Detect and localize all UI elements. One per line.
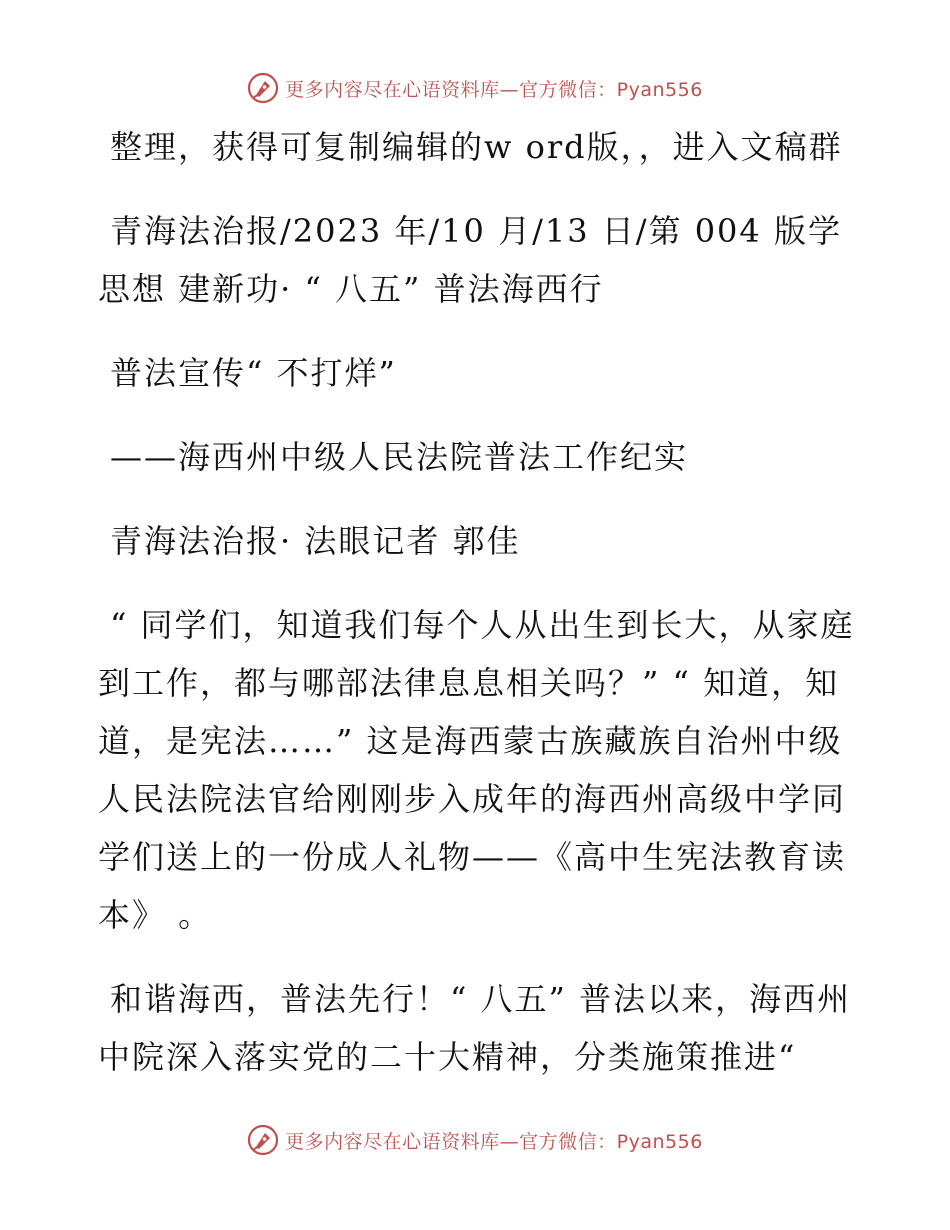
pen-nib-logo-icon [247,72,279,104]
article-title: 普法宣传“ 不打烊” [110,354,397,392]
byline: 青海法治报· 法眼记者 郭佳 [110,522,521,560]
document-body [98,118,858,1112]
watermark-text: 更多内容尽在心语资料库—官方微信：Pyan556 [285,78,703,101]
watermark-text: 更多内容尽在心语资料库—官方微信：Pyan556 [285,1130,703,1153]
intro-paragraph: 整理，获得可复制编辑的w ord版，，进入文稿群 [110,128,843,166]
article-subtitle: ——海西州中级人民法院普法工作纪实 [110,438,689,476]
body-paragraph: “ 同学们，知道我们每个人从出生到长大，从家庭到工作，都与哪部法律息息相关吗？” “ 知道，知道，是宪法……” 这是海西蒙古族藏族自治州中级人民法院法官给刚刚步入成年的海西州高级中学同学们送上的一份成人礼物——《高中生宪法教育读本》 。 [98,606,855,934]
body-paragraph: 和谐海西，普法先行！“ 八五” 普法以来，海西州中院深入落实党的二十大精神，分类施策推进“ [98,980,852,1076]
source-line: 青海法治报/2023 年/10 月/13 日/第 004 版学思想 建新功· “ 八五” 普法海西行 [98,212,842,308]
footer-watermark [0,1120,950,1160]
header-watermark [0,68,950,108]
pen-nib-logo-icon [247,1124,279,1156]
